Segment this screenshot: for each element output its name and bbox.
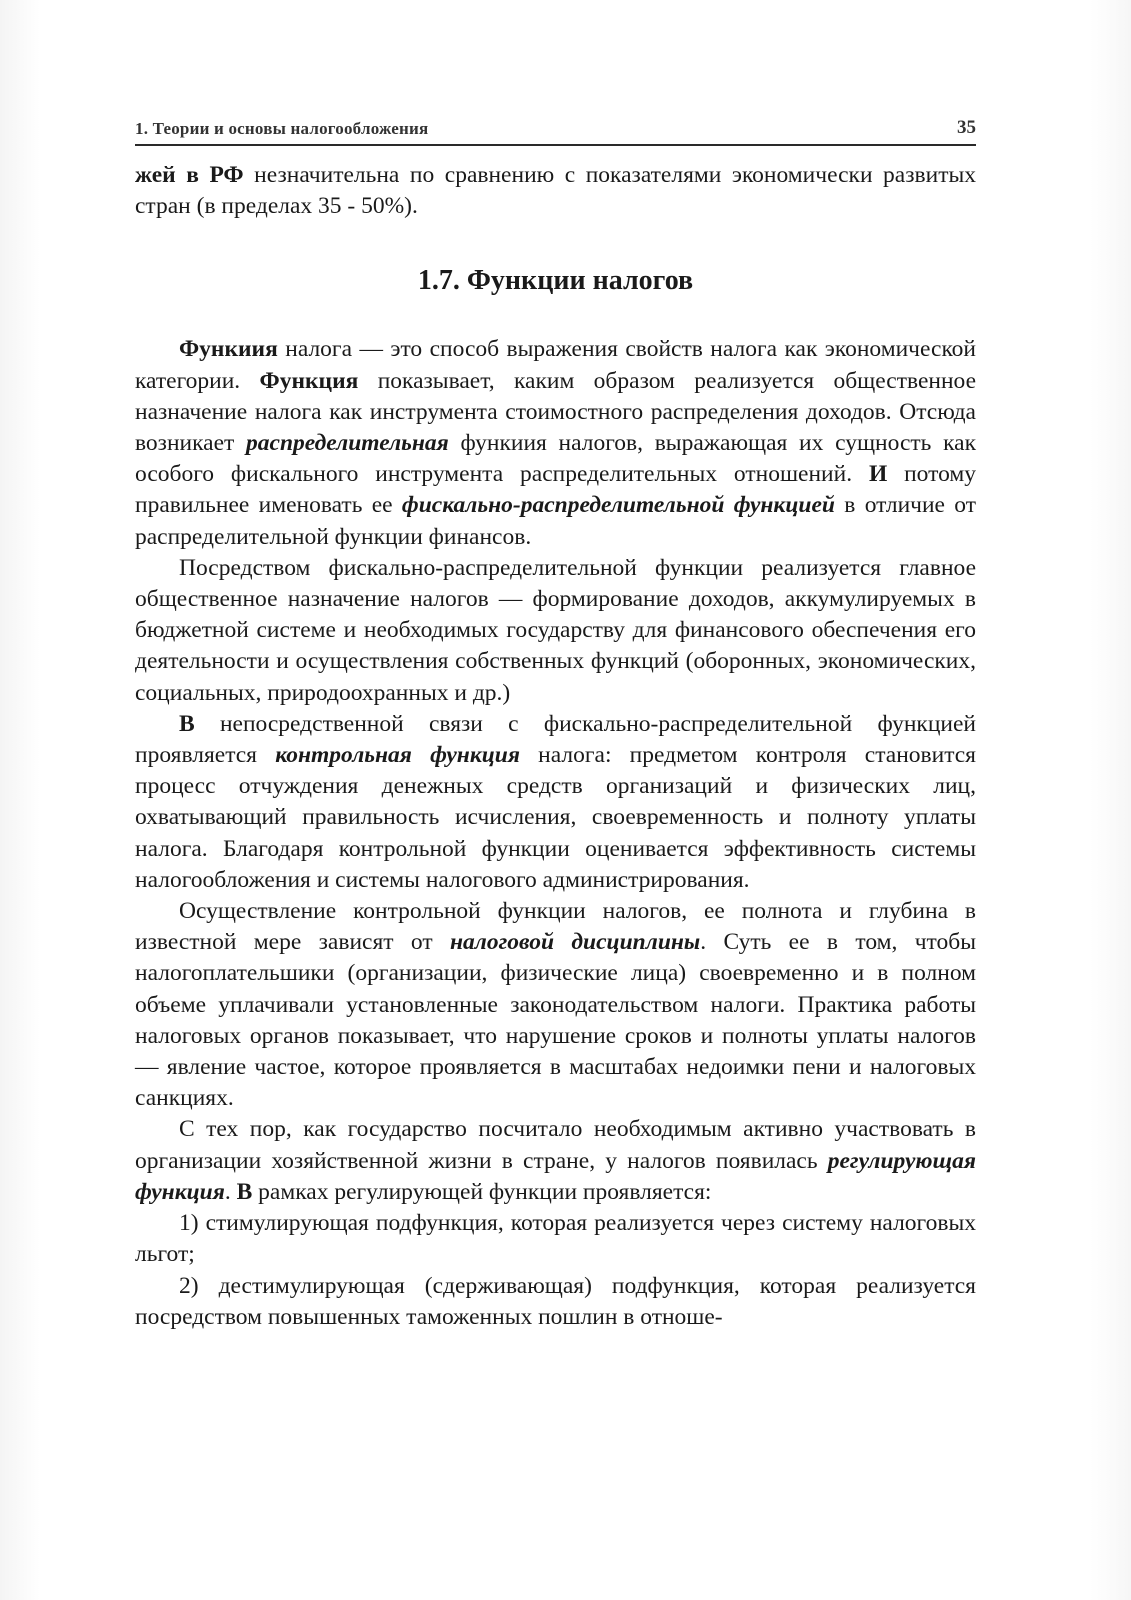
paragraph-4 — [135, 896, 976, 1114]
p3-text-c: налога: предметом контроля становится процесс отчуждения денежных средств организаций и физических лиц, охватывающий правильность исчисления, своевременность и полноту уплаты налога. Благодаря контрольной функции оценивается эффективность системы налогообложения и системы налогового администрирования. — [135, 742, 976, 893]
intro-bold: жей в РФ — [135, 162, 244, 188]
p5-text-b: . — [224, 1178, 237, 1205]
p5-bold-c: В — [236, 1178, 253, 1205]
p1-text-f: потому правильнее именовать ее — [135, 461, 977, 519]
p1-text-a: налога — это способ выражения свойств налога как экономической категории. — [135, 336, 976, 394]
intro-paragraph — [135, 160, 976, 222]
p4-term-discipline: налоговой дисциплины — [449, 929, 701, 956]
p3-bold-a: В — [179, 710, 195, 737]
p1-text-g: в отличие от распределительной функции финансов. — [135, 492, 976, 550]
list-item-1: 1) стимулирующая подфункция, которая реализуется через систему налоговых льгот; — [135, 1210, 976, 1268]
p1-term: Функиия — [179, 336, 278, 363]
p1-term-distributive: распределительная — [246, 430, 449, 457]
p1-term-fiscal: фискально-распределительной функцией — [401, 492, 835, 519]
p4-text-a: Осуществление контрольной функции налогов, ее полнота и глубина в известной мере зависят от — [135, 898, 976, 956]
list-item-2: 2) дестимулирующая (сдерживающая) подфункция, которая реализуется посредством повышенных таможенных пошлин в отноше- — [135, 1272, 976, 1330]
running-title: 1. Теории и основы налогообложения — [135, 119, 429, 138]
page-number: 35 — [957, 117, 976, 138]
p4-text-b: . Суть ее в том, чтобы налогоплательшики (организации, физические лица) своевременно и в полном объеме уплачивали установленные законодательством налоги. Практика работы налоговых органов показывает, что нарушение сроков и полноты уплаты налогов — явление частое, которое проявляется в масштабах недоимки пени и налоговых санкциях. — [135, 929, 977, 1112]
p5-text-d: рамках регулирующей функции проявляется: — [252, 1178, 712, 1205]
p1-text-c: показывает, каким образом реализуется общественное назначение налога как инструмента стоимостного распределения доходов. Отсюда возникает — [135, 367, 976, 457]
p1-bold-e: И — [868, 461, 888, 488]
p1-text-d: функиия налогов, выражающая их сущность как особого фискального инструмента распределительных отношений. — [135, 430, 976, 488]
paragraph-5 — [135, 1114, 976, 1208]
running-header — [135, 112, 976, 146]
p1-bold-b: Функция — [259, 367, 359, 394]
paragraph-1 — [135, 334, 976, 552]
p3-term-control: контрольная функция — [275, 742, 520, 769]
intro-text: незначительна по сравнению с показателями экономически развитых стран (в пределах 35 - 50%). — [135, 162, 977, 220]
paragraph-2: Посредством фискально-распределительной функции реализуется главное общественное назначение налогов — формирование доходов, аккумулируемых в бюджетной системе и необходимых государству для финансового обеспечения его деятельности и осуществления собственных функций (оборонных, экономических, социальных, природоохранных и др.) — [135, 554, 976, 706]
p5-term-regulating: регулирующая функция — [135, 1147, 976, 1205]
p5-text-a: С тех пор, как государство посчитало необходимым активно участвовать в организации хозяйственной жизни в стране, у налогов появилась — [135, 1116, 976, 1174]
paragraph-3 — [135, 709, 976, 896]
section-heading: 1.7. Функции налогов — [417, 265, 694, 297]
body-text — [135, 160, 976, 1333]
p3-text-b: непосредственной связи с фискально-распределительной функцией проявляется — [135, 710, 976, 769]
